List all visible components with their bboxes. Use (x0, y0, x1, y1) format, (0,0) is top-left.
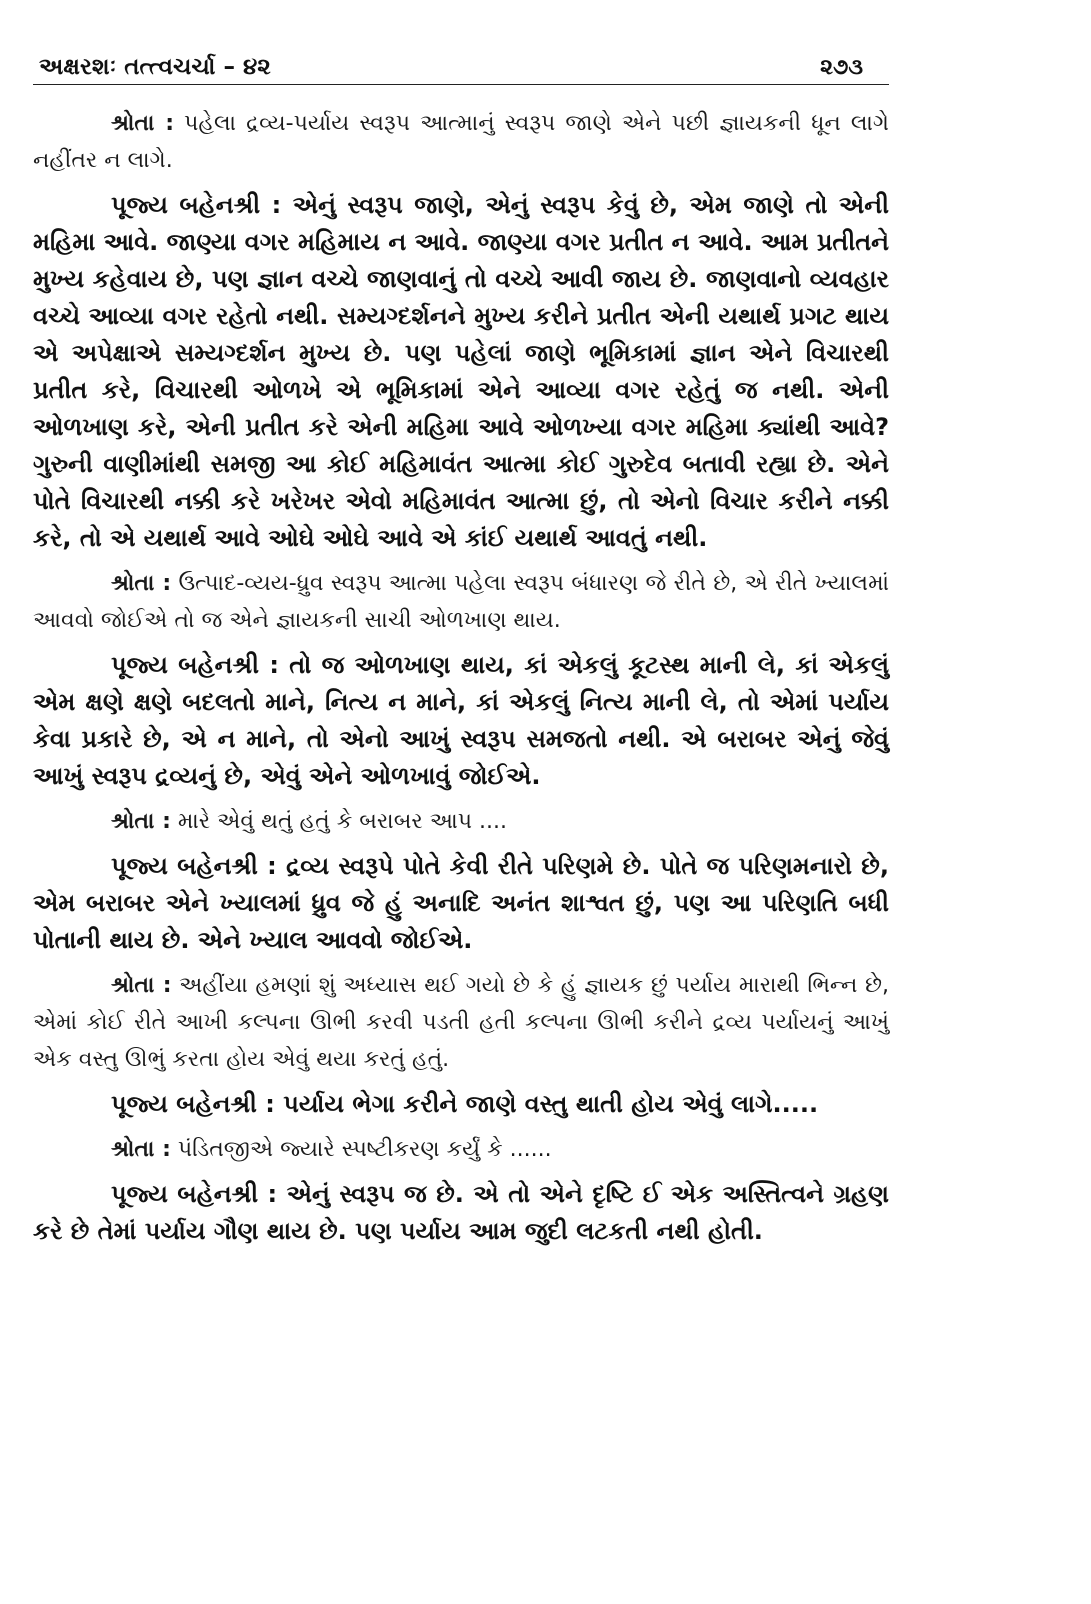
paragraph-text: દ્રવ્ય સ્વરૂપે પોતે કેવી રીતે પરિણમે છે. પોતે જ પરિણમનારો છે, એમ બરાબર એને ખ્યાલમાં ધ્રુવ જે હું અનાદિ અનંત શાશ્વત છું, પણ આ પરિણતિ બધી પોતાની થાય છે. એને ખ્યાલ આવવો જોઈએ. (33, 852, 889, 954)
page-body (33, 105, 889, 1250)
speaker-label: શ્રોતા : (111, 111, 174, 136)
listener-question (33, 565, 889, 639)
paragraph-text: એનું સ્વરૂપ જાણે, એનું સ્વરૂપ કેવું છે, એમ જાણે તો એની મહિમા આવે. જાણ્યા વગર મહિમાય ન આવે. જાણ્યા વગર પ્રતીત ન આવે. આમ પ્રતીતને મુખ્ય કહેવાય છે, પણ જ્ઞાન વચ્ચે જાણવાનું તો વચ્ચે આવી જાય છે. જાણવાનો વ્યવહાર વચ્ચે આવ્યા વગર રહેતો નથી. સમ્યગ્દર્શનને મુખ્ય કરીને પ્રતીત એની યથાર્થ પ્રગટ થાય એ અપેક્ષાએ સમ્યગ્દર્શન મુખ્ય છે. પણ પહેલાં જાણે ભૂમિકામાં જ્ઞાન એને વિચારથી પ્રતીત કરે, વિચારથી ઓળખે એ ભૂમિકામાં એને આવ્યા વગર રહેતું જ નથી. એની ઓળખાણ કરે, એની પ્રતીત કરે એની મહિમા આવે ઓળખ્યા વગર મહિમા ક્યાંથી આવે? ગુરુની વાણીમાંથી સમજી આ કોઈ મહિમાવંત આત્મા કોઈ ગુરુદેવ બતાવી રહ્યા છે. એને પોતે વિચારથી નક્કી કરે ખરેખર એવો મહિમાવંત આત્મા છું, તો એનો વિચાર કરીને નક્કી કરે, તો એ યથાર્થ આવે ઓઘે ઓઘે આવે એ કાંઈ યથાર્થ આવતું નથી. (33, 191, 889, 552)
paragraph-text: મારે એવું થતું હતું કે બરાબર આપ .... (170, 809, 507, 834)
paragraph-text: એનું સ્વરૂપ જ છે. એ તો એને દૃષ્ટિ ઈ એક અસ્તિત્વને ગ્રહણ કરે છે તેમાં પર્યાય ગૌણ થાય છે. પણ પર્યાય આમ જુદી લટકતી નથી હોતી. (33, 1180, 889, 1245)
listener-question (33, 1131, 889, 1168)
speaker-label: શ્રોતા : (111, 973, 172, 998)
paragraph-text: ઉત્પાદ-વ્યય-ધ્રુવ સ્વરૂપ આત્મા પહેલા સ્વરૂપ બંધારણ જે રીતે છે, એ રીતે ખ્યાલમાં આવવો જોઈએ તો જ એને જ્ઞાયકની સાચી ઓળખાણ થાય. (33, 571, 889, 633)
bahenshri-answer (33, 848, 889, 959)
speaker-label: પૂજ્ય બહેનશ્રી : (111, 1090, 275, 1118)
bahenshri-answer (33, 647, 889, 795)
running-header (33, 40, 889, 85)
speaker-label: પૂજ્ય બહેનશ્રી : (111, 852, 277, 880)
book-page (33, 40, 889, 1258)
paragraph-text: પહેલા દ્રવ્ય-પર્યાય સ્વરૂપ આત્માનું સ્વરૂપ જાણે એને પછી જ્ઞાયકની ધૂન લાગે નહીંતર ન લાગે. (33, 111, 889, 173)
bahenshri-answer (33, 187, 889, 557)
listener-question (33, 803, 889, 840)
speaker-label: પૂજ્ય બહેનશ્રી : (111, 651, 279, 679)
running-title: અક્ષરશઃ તત્ત્વચર્ચા – ૪૨ (39, 54, 271, 80)
paragraph-text: પર્યાય ભેગા કરીને જાણે વસ્તુ થાતી હોય એવું લાગે..... (274, 1090, 819, 1118)
bahenshri-answer (33, 1086, 889, 1123)
paragraph-text: અહીંયા હમણાં શું અધ્યાસ થઈ ગયો છે કે હું જ્ઞાયક છું પર્યાય મારાથી ભિન્ન છે, એમાં કોઈ રીતે આખી કલ્પના ઊભી કરવી પડતી હતી કલ્પના ઊભી કરીને દ્રવ્ય પર્યાયનું આખું એક વસ્તુ ઊભું કરતા હોય એવું થયા કરતું હતું. (33, 973, 889, 1072)
speaker-label: શ્રોતા : (111, 1137, 171, 1162)
paragraph-text: તો જ ઓળખાણ થાય, કાં એકલું કૂટસ્થ માની લે, કાં એકલું એમ ક્ષણે ક્ષણે બદલતો માને, નિત્ય ન માને, કાં એકલું નિત્ય માની લે, તો એમાં પર્યાય કેવા પ્રકારે છે, એ ન માને, તો એનો આખું સ્વરૂપ સમજતો નથી. એ બરાબર એનું જેવું આખું સ્વરૂપ દ્રવ્યનું છે, એવું એને ઓળખાવું જોઈએ. (33, 651, 889, 790)
page-number: ૨૭૩ (820, 55, 863, 80)
listener-question (33, 967, 889, 1078)
speaker-label: શ્રોતા : (111, 809, 171, 834)
speaker-label: પૂજ્ય બહેનશ્રી : (111, 191, 282, 219)
bahenshri-answer (33, 1176, 889, 1250)
paragraph-text: પંડિતજીએ જ્યારે સ્પષ્ટીકરણ કર્યું કે ...... (170, 1137, 552, 1162)
listener-question (33, 105, 889, 179)
speaker-label: પૂજ્ય બહેનશ્રી : (111, 1180, 278, 1208)
speaker-label: શ્રોતા : (111, 571, 172, 596)
